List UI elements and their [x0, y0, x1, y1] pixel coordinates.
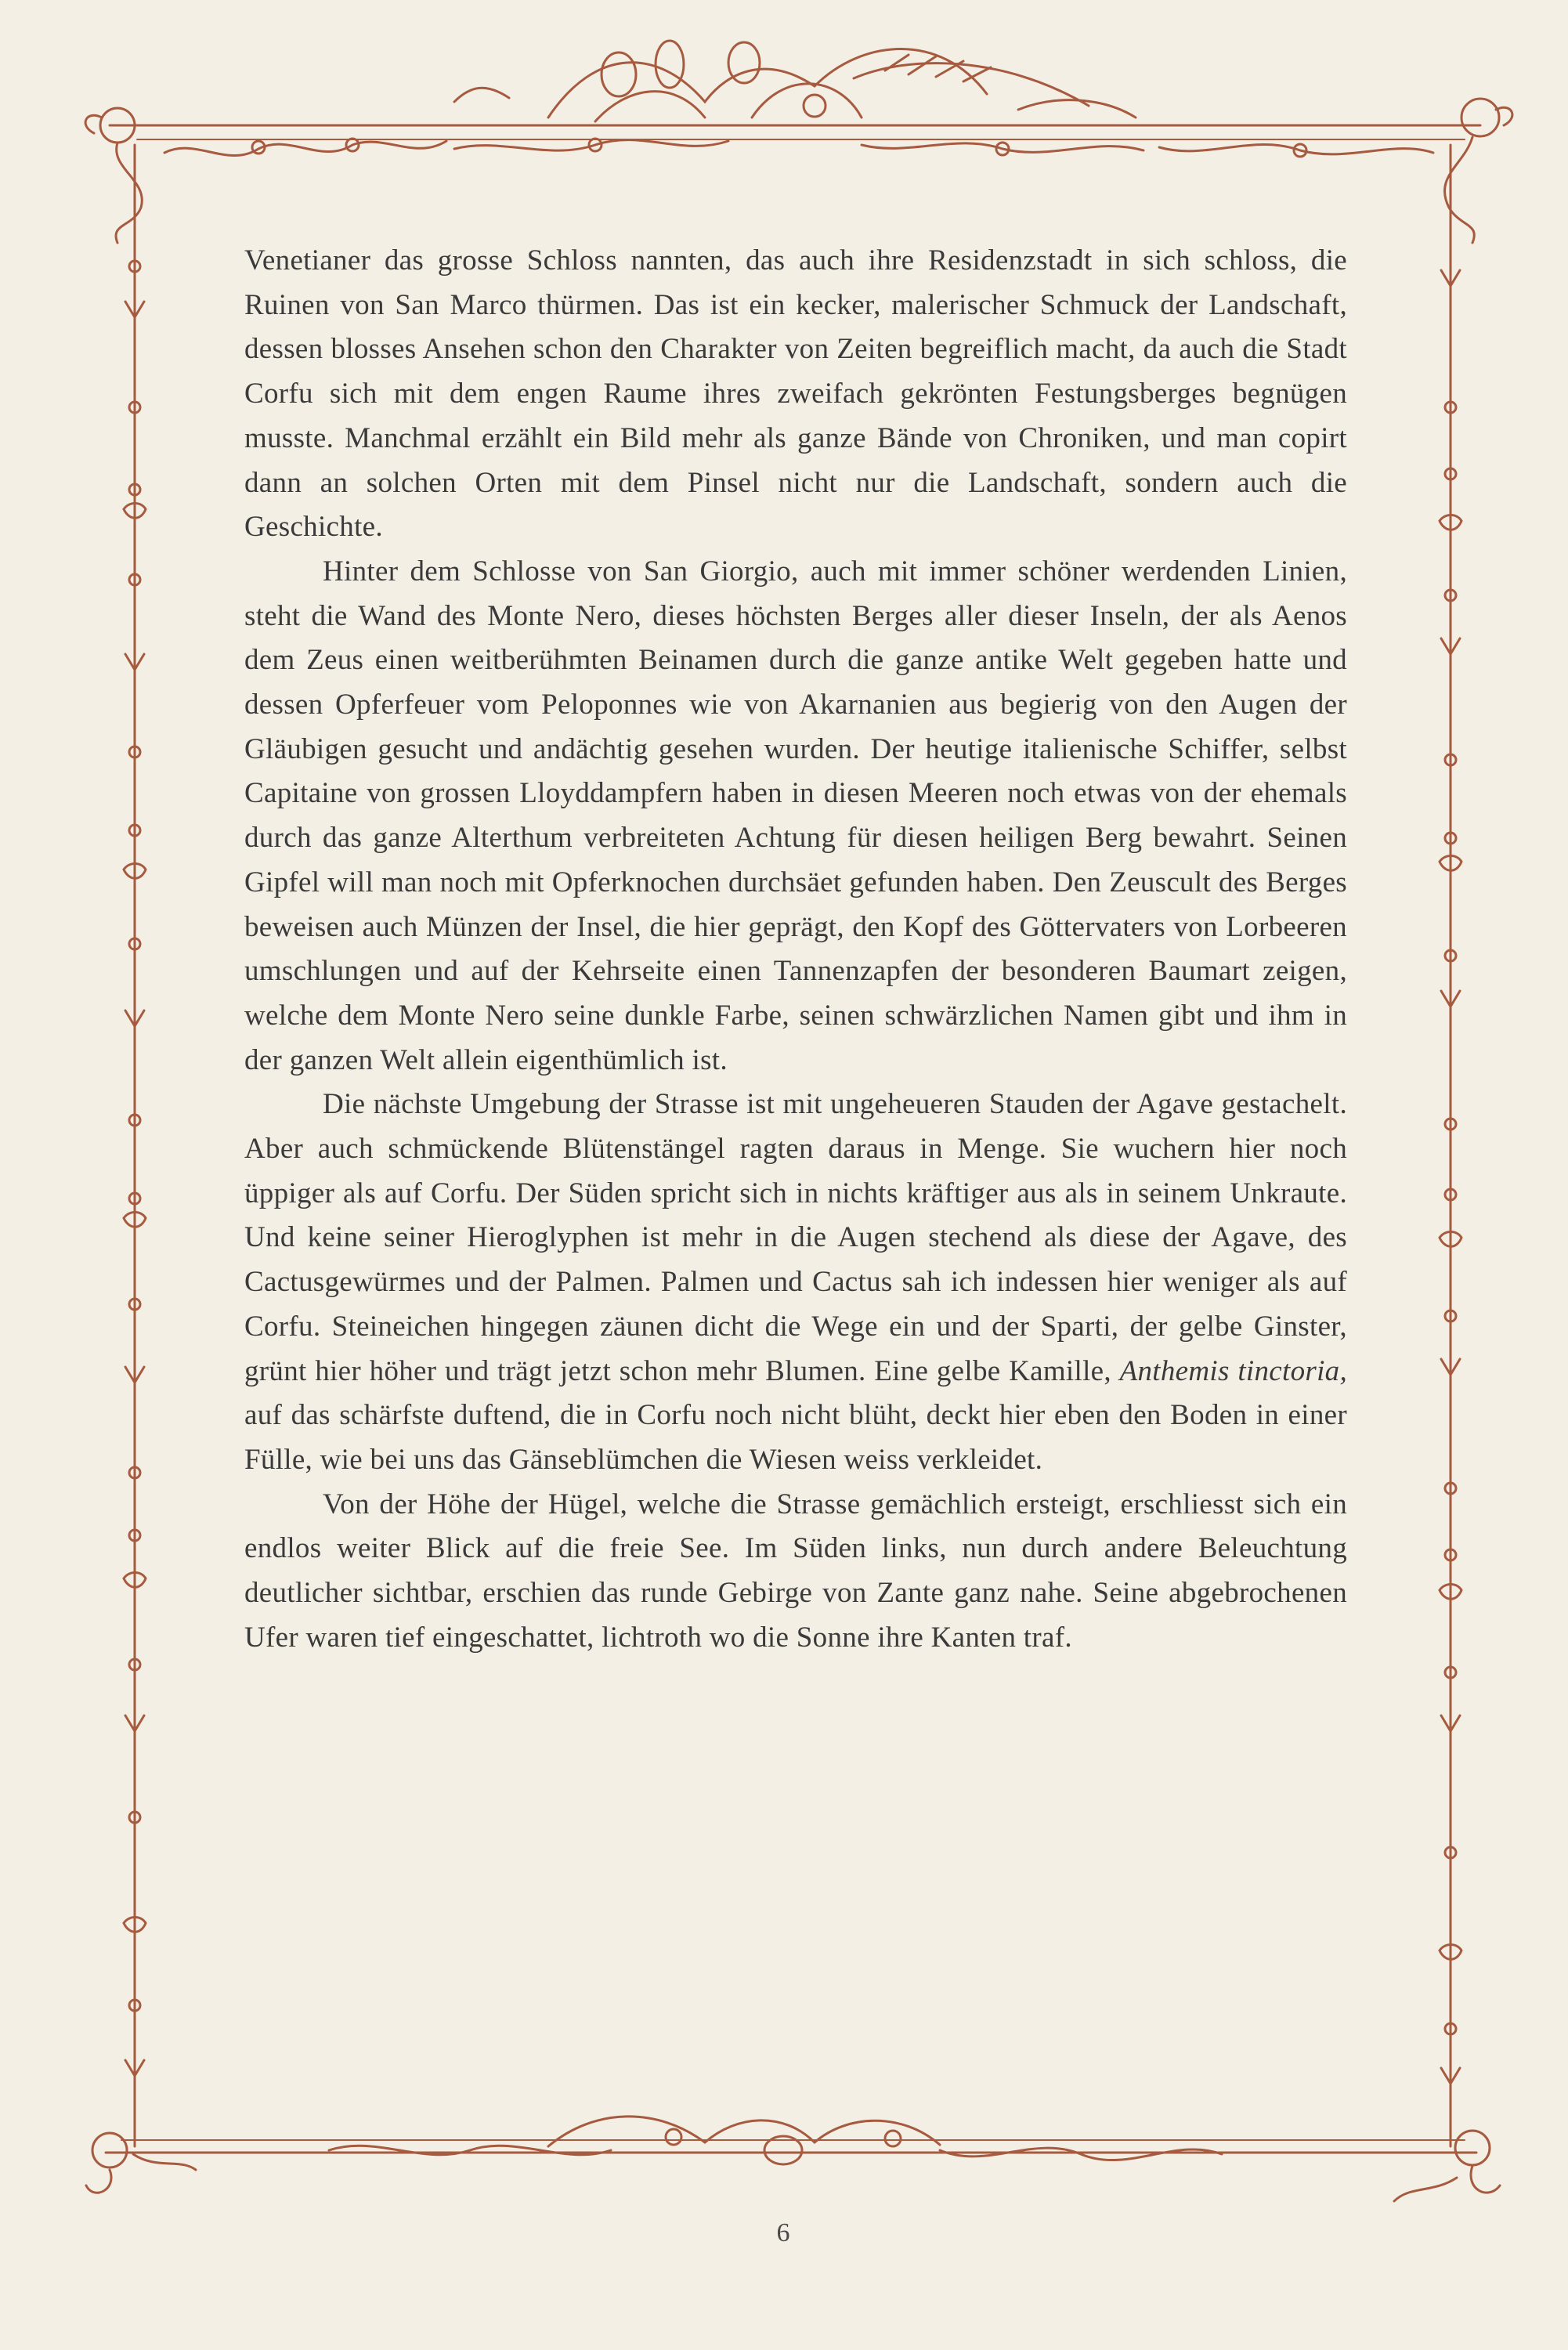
paragraph-1: Venetianer das grosse Schloss nannten, das auch ihre Residenzstadt in sich schloss, die Ruinen von San Marco thürmen. Das ist ein kecker, malerischer Schmuck der Landschaft, dessen blosses Ansehen schon den Charakter von Zeiten begreiflich macht, da auch die Stadt Corfu sich mit dem engen Raume ihres zweifach gekrönten Festungsberges begnügen musste. Manchmal erzählt ein Bild mehr als ganze Bände von Chroniken, und man copirt dann an solchen Orten mit dem Pinsel nicht nur die Landschaft, sondern auch die Geschichte.	[244, 244, 1347, 544]
paragraph-2: Hinter dem Schlosse von San Giorgio, auch mit immer schöner werdenden Linien, steht die Wand des Monte Nero, dieses höchsten Berges aller dieser Inseln, der als Aenos dem Zeus einen weitberühmten Beinamen durch die ganze antike Welt gegeben hatte und dessen Opferfeuer vom Peloponnes wie von Akarnanien aus begierig von den Augen der Gläubigen gesucht und andächtig gesehen wurden. Der heutige italienische Schiffer, selbst Capitaine von grossen Lloyddampfern haben in diesen Meeren noch etwas von der ehemals durch das ganze Alterthum verbreiteten Achtung für diesen heiligen Berg bewahrt. Seinen Gipfel will man noch mit Opferknochen durchsäet gefunden haben. Den Zeuscult des Berges beweisen auch Münzen der Insel, die hier geprägt, den Kopf des Göttervaters von Lorbeeren umschlungen und auf der Kehrseite einen Tannenzapfen der besonderen Baumart zeigen, welche dem Monte Nero seine dunkle Farbe, seinen schwärzlichen Namen gibt und ihm in der ganzen Welt allein eigenthümlich ist.	[244, 555, 1347, 1076]
corner-bottom-left	[86, 2133, 196, 2193]
corner-top-right	[1444, 99, 1512, 243]
top-floral-crest	[454, 41, 1136, 121]
corner-bottom-right	[1394, 2131, 1500, 2201]
body-text	[244, 239, 1347, 1661]
paragraph-3-end: auf das schärfste duftend, die in Corfu noch nicht blüht, deckt hier eben den Boden in einer Fülle, wie bei uns das Gänseblümchen die Wiesen weiss verkleidet.	[244, 1399, 1347, 1476]
top-garland	[164, 139, 1433, 157]
page-number: 6	[776, 2218, 790, 2247]
paragraph-4: Von der Höhe der Hügel, welche die Strasse gemächlich ersteigt, erschliesst sich ein endlos weiter Blick auf die freie See. Im Süden links, nun durch andere Beleuchtung deutlicher sichtbar, erschien das runde Gebirge von Zante ganz nahe. Seine abgebrochenen Ufer waren tief eingeschattet, lichtroth wo die Sonne ihre Kanten traf.	[244, 1488, 1347, 1654]
paragraph-3	[244, 1083, 1347, 1482]
italic-species-name: Anthemis tinctoria,	[1119, 1354, 1348, 1387]
paragraph-3-start: Die nächste Umgebung der Strasse ist mit ungeheueren Stauden der Agave gestachelt. Aber auch schmückende Blütenstängel ragten daraus in Menge. Sie wuchern hier noch üppiger als auf Corfu. Der Süden spricht sich in nichts kräftiger aus als in seinem Unkraute. Und keine seiner Hieroglyphen ist mehr in die Augen stechend als diese der Agave, des Cactusgewürmes und der Palmen. Palmen und Cactus sah ich indessen hier weniger als auf Corfu. Steineichen hingegen zäunen dicht die Wege ein und der Sparti, der gelbe Ginster, grünt hier höher und trägt jetzt schon mehr Blumen. Eine gelbe Kamille,	[244, 1088, 1347, 1387]
corner-top-left	[85, 108, 142, 243]
